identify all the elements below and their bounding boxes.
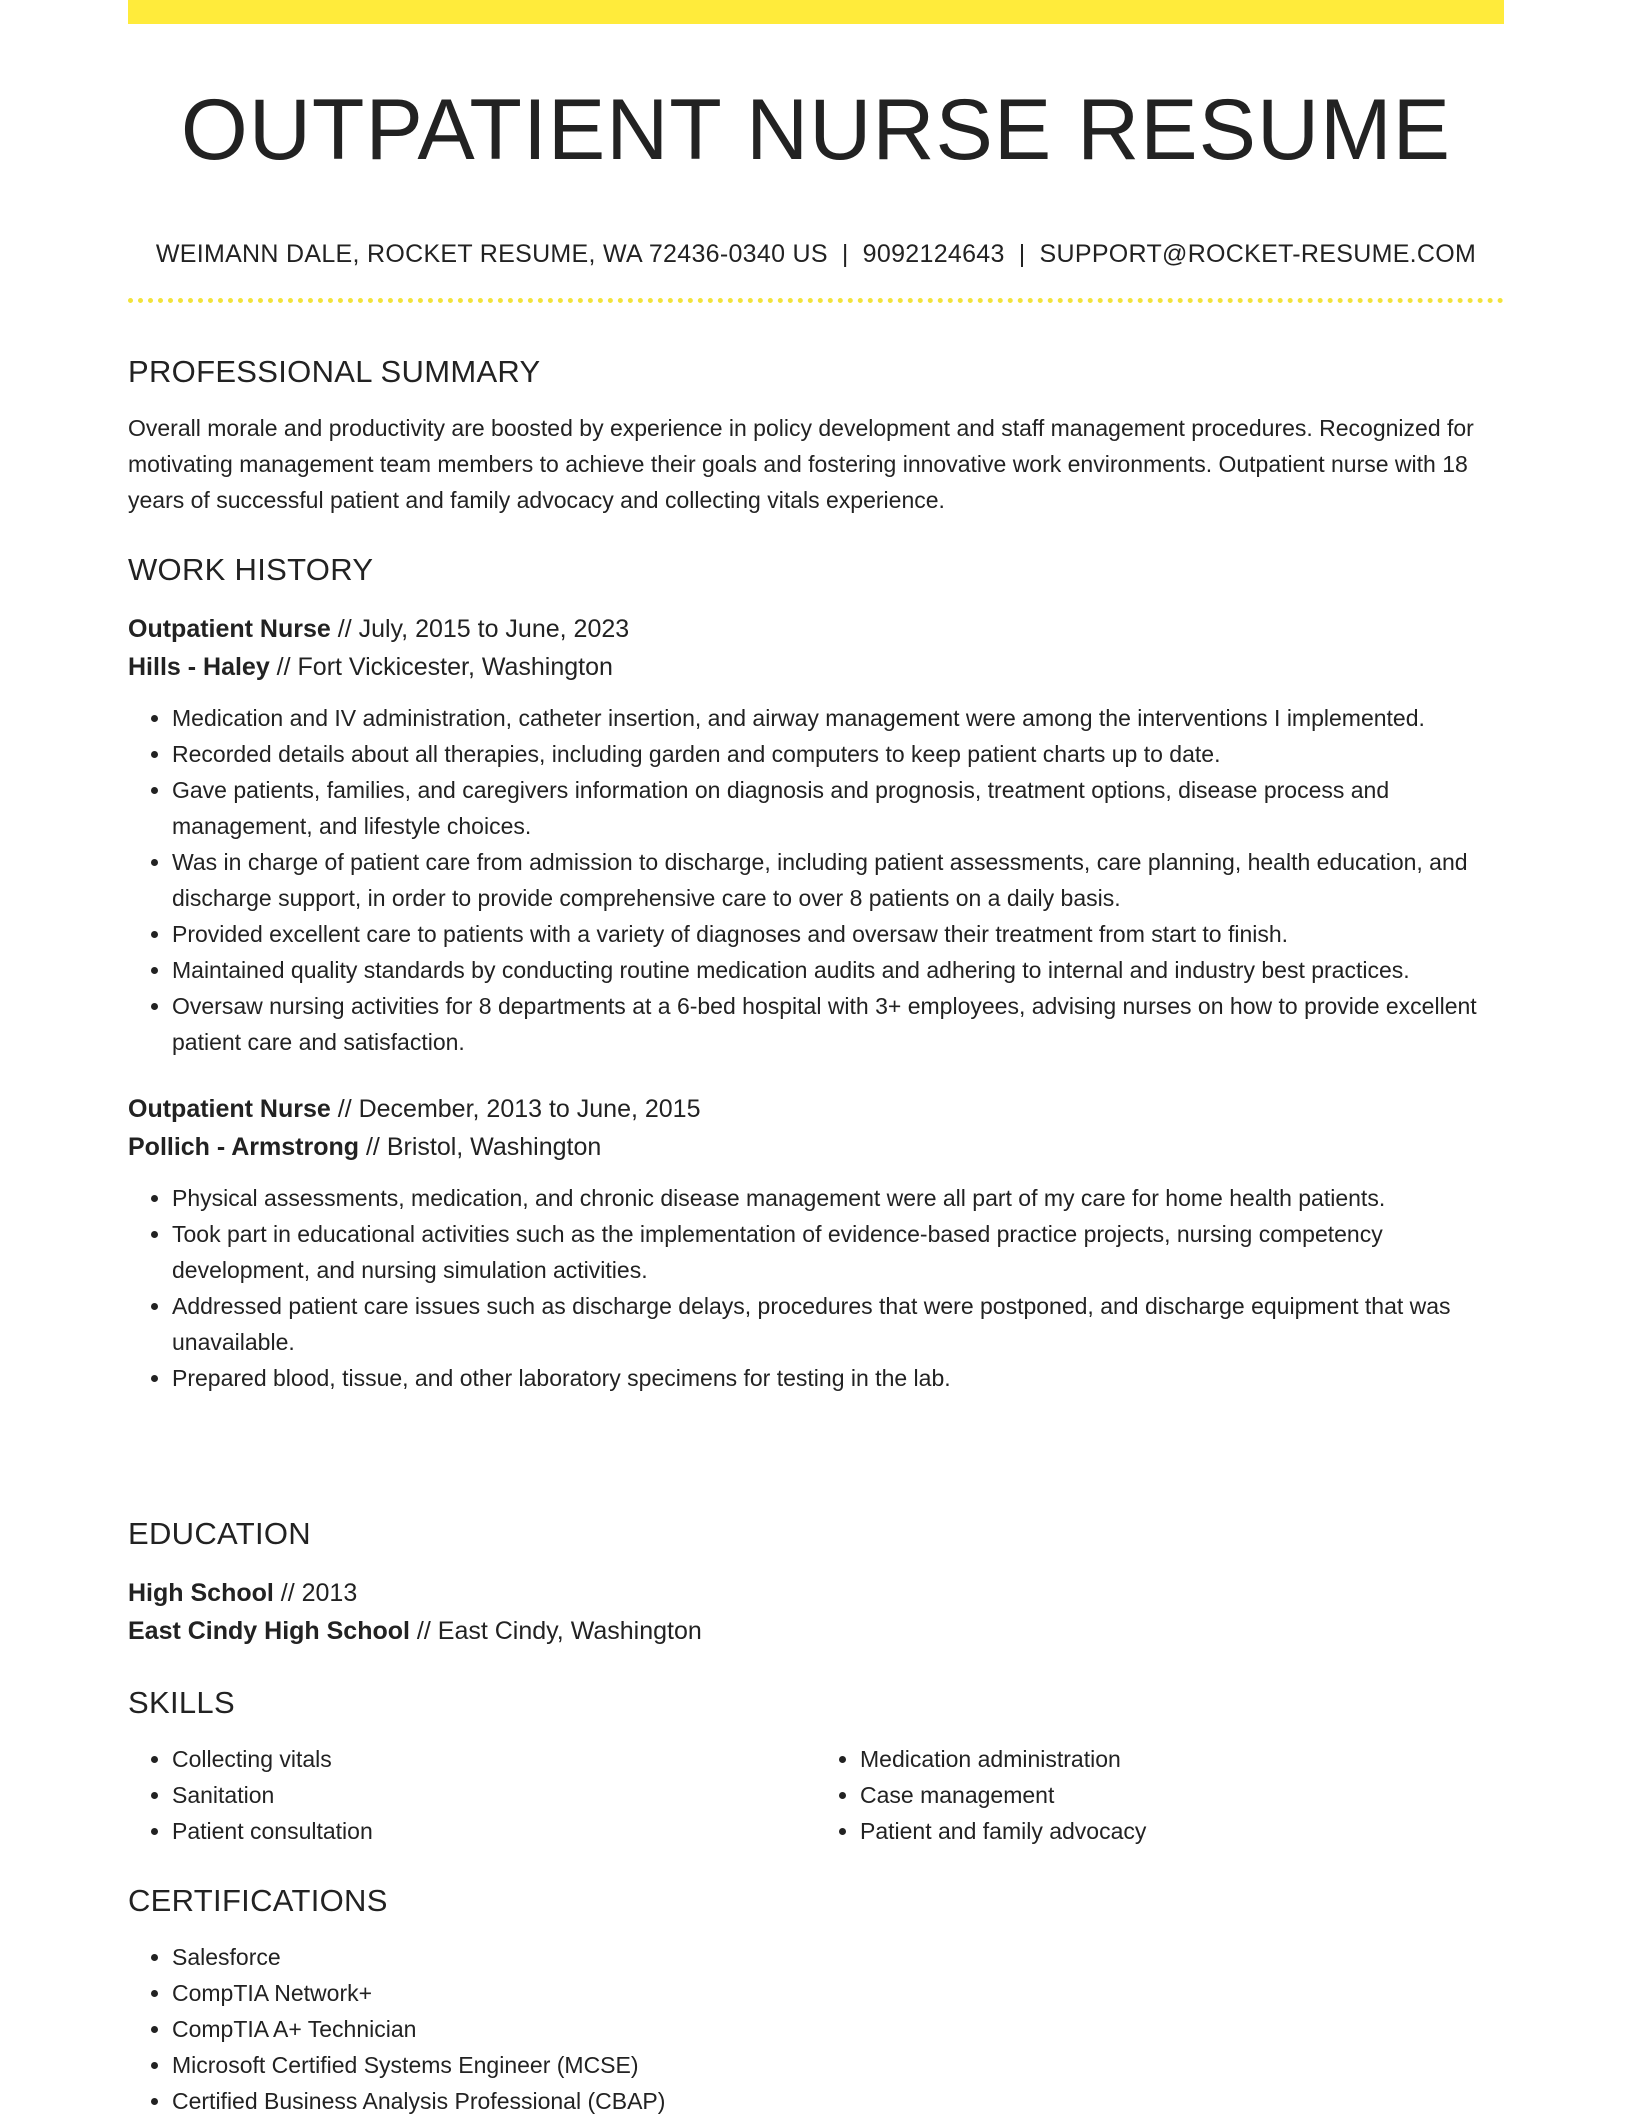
job-title-line <box>128 610 1504 648</box>
list-item: • Addressed patient care issues such as discharge delays, procedures that were postponed, and discharge equipment that was unavailable. <box>172 1288 1504 1360</box>
separator: | <box>1018 240 1026 268</box>
list-item: • Sanitation <box>172 1777 816 1813</box>
summary-section <box>128 352 1504 518</box>
list-item: • Physical assessments, medication, and chronic disease management were all part of my care for home health patients. <box>172 1180 1504 1216</box>
job-company-line <box>128 1128 1504 1166</box>
section-heading: EDUCATION <box>128 1516 311 1551</box>
list-item: • Maintained quality standards by conducting routine medication audits and adhering to internal and industry best practices. <box>172 952 1504 988</box>
skills-grid <box>128 1741 1504 1849</box>
job-company-line <box>128 648 1504 686</box>
list-item: • Patient consultation <box>172 1813 816 1849</box>
job-entry <box>128 1090 1504 1396</box>
address: WEIMANN DALE, ROCKET RESUME, WA 72436-0340 US <box>155 240 828 268</box>
list-item: • Was in charge of patient care from admission to discharge, including patient assessments, care planning, health education, and discharge support, in order to provide comprehensive care to over 8 patients on a daily basis. <box>172 844 1504 916</box>
graduation-year: // 2013 <box>273 1579 358 1607</box>
job-title-line <box>128 1090 1504 1128</box>
job-company: Hills - Haley <box>128 653 270 681</box>
dotted-divider <box>128 298 1504 303</box>
list-item: • Provided excellent care to patients with a variety of diagnoses and oversaw their treatment from start to finish. <box>172 916 1504 952</box>
job-location: // Fort Vickicester, Washington <box>269 653 613 681</box>
job-title: Outpatient Nurse <box>128 1095 331 1123</box>
job-title: Outpatient Nurse <box>128 615 331 643</box>
resume-page <box>128 0 1504 2114</box>
work-history-section <box>128 550 1504 1396</box>
school-location: // East Cindy, Washington <box>409 1617 702 1645</box>
job-bullets <box>128 1180 1504 1396</box>
list-item: • Certified Business Analysis Professional (CBAP) <box>172 2083 1504 2119</box>
job-location: // Bristol, Washington <box>359 1133 602 1161</box>
degree-line <box>128 1574 1504 1612</box>
resume-title: OUTPATIENT NURSE RESUME <box>180 82 1452 178</box>
job-dates: // July, 2015 to June, 2023 <box>330 615 630 643</box>
certifications-section <box>128 1881 1504 2119</box>
list-item: • Medication administration <box>860 1741 1504 1777</box>
certifications-list <box>128 1939 1504 2119</box>
skills-column-left <box>128 1741 816 1849</box>
section-heading: SKILLS <box>128 1685 235 1720</box>
list-item: • CompTIA A+ Technician <box>172 2011 1504 2047</box>
phone: 9092124643 <box>862 240 1005 268</box>
job-dates: // December, 2013 to June, 2015 <box>330 1095 701 1123</box>
list-item: • Case management <box>860 1777 1504 1813</box>
list-item: • CompTIA Network+ <box>172 1975 1504 2011</box>
accent-bar <box>128 0 1504 24</box>
list-item: • Prepared blood, tissue, and other laboratory specimens for testing in the lab. <box>172 1360 1504 1396</box>
list-item: • Recorded details about all therapies, including garden and computers to keep patient charts up to date. <box>172 736 1504 772</box>
skills-column-right <box>816 1741 1504 1849</box>
list-item: • Took part in educational activities such as the implementation of evidence-based practice projects, nursing competency development, and nursing simulation activities. <box>172 1216 1504 1288</box>
degree: High School <box>128 1579 274 1607</box>
list-item: • Collecting vitals <box>172 1741 816 1777</box>
section-heading: WORK HISTORY <box>128 552 374 587</box>
skills-section <box>128 1683 1504 1849</box>
job-entry <box>128 610 1504 1060</box>
list-item: • Gave patients, families, and caregivers information on diagnosis and prognosis, treatment options, disease process and management, and lifestyle choices. <box>172 772 1504 844</box>
job-bullets <box>128 700 1504 1060</box>
email: SUPPORT@ROCKET-RESUME.COM <box>1039 240 1477 268</box>
section-heading: CERTIFICATIONS <box>128 1883 388 1918</box>
list-item: • Oversaw nursing activities for 8 departments at a 6-bed hospital with 3+ employees, advising nurses on how to provide excellent patient care and satisfaction. <box>172 988 1504 1060</box>
school-line <box>128 1612 1504 1650</box>
education-section <box>128 1514 1504 1650</box>
list-item: • Microsoft Certified Systems Engineer (MCSE) <box>172 2047 1504 2083</box>
job-company: Pollich - Armstrong <box>128 1133 360 1161</box>
separator: | <box>841 240 849 268</box>
section-heading: PROFESSIONAL SUMMARY <box>128 354 541 389</box>
summary-text: Overall morale and productivity are boosted by experience in policy development and staff management procedures. Recognized for motivating management team members to achieve their goals and fostering innovative work environments. Outpatient nurse with 18 years of successful patient and family advocacy and collecting vitals experience. <box>128 415 1474 513</box>
list-item: • Salesforce <box>172 1939 1504 1975</box>
contact-line <box>128 238 1504 270</box>
list-item: • Patient and family advocacy <box>860 1813 1504 1849</box>
school-name: East Cindy High School <box>128 1617 410 1645</box>
list-item: • Medication and IV administration, catheter insertion, and airway management were among the interventions I implemented. <box>172 700 1504 736</box>
